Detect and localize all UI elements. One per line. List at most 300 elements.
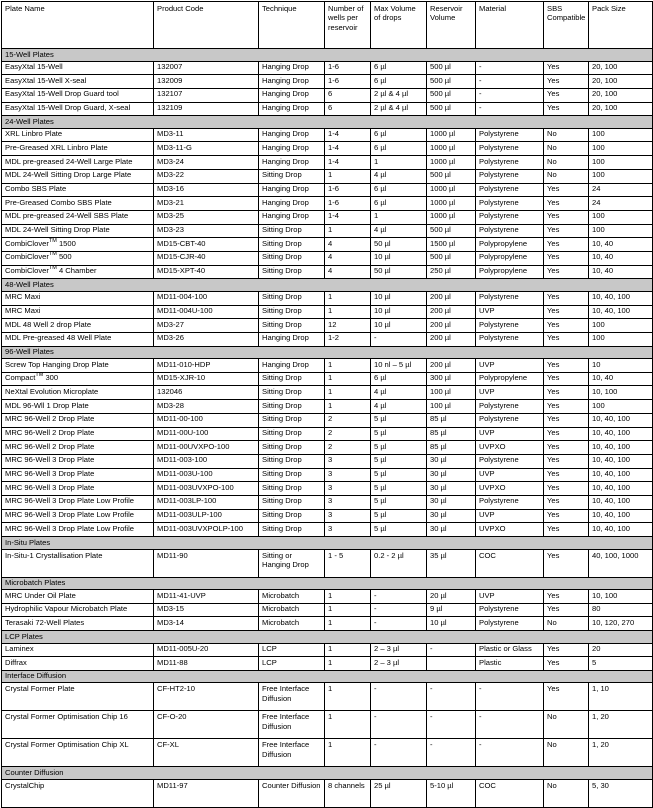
cell-pack-size: [589, 291, 653, 305]
cell-text: Microbatch: [262, 590, 300, 600]
cell-sbs: [544, 128, 589, 142]
cell-plate-name: [2, 359, 154, 373]
section-title: LCP Plates: [2, 631, 653, 644]
cell-text: Sitting Drop: [262, 523, 302, 533]
cell-text: 6 µl: [374, 142, 387, 152]
cell-text: CF-HT2-10: [157, 684, 195, 694]
cell-wells: [325, 183, 371, 197]
cell-pack-size: [589, 482, 653, 496]
cell-technique: [259, 291, 325, 305]
cell-text: In-Situ-1 Crystallisation Plate: [5, 550, 103, 560]
cell-product-code: [154, 441, 259, 455]
cell-max-volume: [371, 238, 427, 252]
cell-text: 1: [328, 225, 333, 235]
cell-max-volume: [371, 102, 427, 116]
cell-technique: [259, 441, 325, 455]
cell-text: 10 µl: [374, 252, 391, 262]
cell-text: 2 – 3 µl: [374, 644, 400, 654]
table-row: [2, 332, 653, 346]
section-row: [2, 577, 653, 590]
cell-wells: [325, 156, 371, 170]
cell-wells: [325, 400, 371, 414]
cell-text: Screw Top Hanging Drop Plate: [5, 359, 109, 369]
cell-product-code: [154, 427, 259, 441]
cell-text: Yes: [547, 306, 560, 315]
cell-pack-size: [589, 183, 653, 197]
cell-plate-name: [2, 169, 154, 183]
cell-plate-name: [2, 305, 154, 319]
section-title: 96-Well Plates: [2, 346, 653, 359]
cell-technique: [259, 711, 325, 739]
cell-text: Yes: [547, 359, 560, 369]
cell-material: [476, 711, 544, 739]
cell-product-code: [154, 265, 259, 279]
cell-plate-name: [2, 617, 154, 631]
table-row: [2, 128, 653, 142]
cell-text: 100 µl: [430, 400, 451, 410]
cell-text: Yes: [547, 62, 560, 71]
cell-pack-size: [589, 779, 653, 807]
cell-text: Sitting Drop: [262, 510, 302, 520]
cell-material: [476, 88, 544, 102]
cell-max-volume: [371, 739, 427, 767]
cell-material: [476, 305, 544, 319]
cell-sbs: [544, 495, 589, 509]
section-row: [2, 670, 653, 683]
cell-plate-name: [2, 332, 154, 346]
cell-text: UVP: [479, 469, 495, 479]
cell-wells: [325, 169, 371, 183]
cell-technique: [259, 305, 325, 319]
cell-plate-name: [2, 75, 154, 89]
cell-text: 10, 40, 100: [592, 469, 631, 479]
cell-material: [476, 427, 544, 441]
cell-text: 5 µl: [374, 523, 387, 533]
cell-text: 200 µl: [430, 319, 451, 329]
cell-text: Yes: [547, 292, 560, 302]
cell-text: 1000 µl: [430, 142, 456, 152]
cell-max-volume: [371, 332, 427, 346]
cell-technique: [259, 643, 325, 657]
cell-text: Sitting Drop: [262, 373, 302, 383]
cell-plate-name: [2, 468, 154, 482]
cell-text: 6 µl: [374, 197, 387, 207]
table-row: [2, 224, 653, 238]
cell-text: 250 µl: [430, 266, 451, 276]
cell-wells: [325, 441, 371, 455]
cell-technique: [259, 332, 325, 346]
cell-text: 1-4: [328, 211, 339, 221]
cell-reservoir-volume: [427, 590, 476, 604]
cell-text: 10, 40, 100: [592, 510, 631, 520]
cell-text: 30 µl: [430, 496, 447, 506]
cell-pack-size: [589, 468, 653, 482]
cell-text: Polystyrene: [479, 156, 519, 166]
cell-reservoir-volume: [427, 413, 476, 427]
cell-text: 1-4: [328, 142, 339, 152]
cell-text: MD11-00UVXPO-100: [157, 441, 230, 451]
cell-plate-name: [2, 265, 154, 279]
cell-text: Hydrophilic Vapour Microbatch Plate: [5, 604, 128, 614]
cell-sbs: [544, 657, 589, 671]
cell-text: Polystyrene: [479, 455, 519, 465]
cell-wells: [325, 603, 371, 617]
cell-text: Yes: [547, 469, 560, 479]
table-row: [2, 156, 653, 170]
cell-reservoir-volume: [427, 454, 476, 468]
cell-sbs: [544, 468, 589, 482]
trademark-mark: TM: [48, 237, 57, 244]
cell-text: -: [374, 333, 377, 343]
cell-text: MD11-004-100: [157, 292, 208, 302]
cell-text: Pre-Greased Combo SBS Plate: [5, 197, 112, 207]
cell-text: MRC 96-Well 3 Drop Plate: [5, 469, 95, 479]
cell-text: 1500 µl: [430, 238, 456, 248]
header-technique: Technique: [259, 2, 325, 49]
cell-material: [476, 509, 544, 523]
cell-text: EasyXtal 15-Well Drop Guard, X-seal: [5, 103, 131, 113]
cell-technique: [259, 427, 325, 441]
cell-text: 10, 40, 100: [592, 523, 631, 533]
cell-text: 1: [328, 712, 333, 722]
cell-wells: [325, 523, 371, 537]
cell-pack-size: [589, 332, 653, 346]
cell-material: [476, 169, 544, 183]
cell-text: 20, 100: [592, 103, 618, 113]
cell-text: Yes: [547, 225, 560, 235]
cell-text: CF-O-20: [157, 712, 187, 722]
cell-pack-size: [589, 427, 653, 441]
cell-plate-name: [2, 210, 154, 224]
cell-technique: [259, 210, 325, 224]
cell-material: [476, 454, 544, 468]
cell-text: MD15-XPT-40: [157, 266, 206, 276]
cell-material: [476, 603, 544, 617]
cell-text: 2 µl & 4 µl: [374, 89, 409, 99]
cell-material: [476, 142, 544, 156]
cell-reservoir-volume: [427, 441, 476, 455]
cell-text: Yes: [547, 266, 560, 276]
cell-product-code: [154, 603, 259, 617]
cell-text: 100: [592, 225, 605, 235]
cell-text: Polystyrene: [479, 225, 519, 235]
cell-text: Yes: [547, 400, 560, 410]
cell-text: -: [479, 712, 482, 722]
cell-plate-name: [2, 88, 154, 102]
cell-text: MDL 96-Wll 1 Drop Plate: [5, 400, 89, 410]
cell-plate-name: [2, 441, 154, 455]
cell-text: 5 µl: [374, 455, 387, 465]
cell-reservoir-volume: [427, 468, 476, 482]
cell-product-code: [154, 128, 259, 142]
cell-text: UVPXO: [479, 441, 506, 451]
cell-text: Polystyrene: [479, 333, 519, 343]
table-row: [2, 210, 653, 224]
cell-text: Yes: [547, 604, 560, 614]
cell-text: 100: [592, 333, 605, 343]
cell-sbs: [544, 523, 589, 537]
cell-reservoir-volume: [427, 128, 476, 142]
cell-product-code: [154, 75, 259, 89]
cell-text: MD11-003UVXPO-100: [157, 482, 234, 492]
cell-pack-size: [589, 75, 653, 89]
cell-text: -: [479, 740, 482, 750]
cell-max-volume: [371, 265, 427, 279]
cell-text: No: [547, 712, 557, 722]
cell-technique: [259, 251, 325, 265]
cell-text: 1-6: [328, 75, 339, 85]
cell-reservoir-volume: [427, 643, 476, 657]
cell-text: MD15-CBT-40: [157, 238, 206, 248]
cell-sbs: [544, 291, 589, 305]
cell-text: MD3-15: [157, 604, 185, 614]
cell-product-code: [154, 305, 259, 319]
cell-material: [476, 197, 544, 211]
cell-wells: [325, 454, 371, 468]
cell-text: 10, 40, 100: [592, 428, 631, 437]
cell-max-volume: [371, 779, 427, 807]
cell-product-code: [154, 683, 259, 711]
cell-text: MD3-27: [157, 319, 185, 329]
cell-text: -: [479, 103, 482, 113]
cell-text: UVP: [479, 590, 495, 600]
cell-text: Yes: [547, 103, 560, 113]
cell-text: MRC Maxi: [5, 306, 41, 315]
cell-text: -: [374, 712, 377, 722]
cell-product-code: [154, 359, 259, 373]
cell-sbs: [544, 102, 589, 116]
cell-technique: [259, 265, 325, 279]
section-title: 48-Well Plates: [2, 279, 653, 292]
cell-wells: [325, 386, 371, 400]
cell-sbs: [544, 509, 589, 523]
cell-text: 1: [374, 156, 379, 166]
cell-text: COC: [479, 780, 496, 790]
cell-sbs: [544, 142, 589, 156]
cell-text-rest: 1500: [56, 238, 76, 248]
cell-reservoir-volume: [427, 711, 476, 739]
cell-plate-name: [2, 128, 154, 142]
cell-text: Sitting Drop: [262, 496, 302, 506]
cell-text: 100: [592, 129, 605, 139]
cell-product-code: [154, 183, 259, 197]
cell-reservoir-volume: [427, 657, 476, 671]
cell-text: Yes: [547, 319, 560, 329]
cell-text: UVP: [479, 359, 495, 369]
cell-text: Laminex: [5, 644, 34, 654]
cell-text: 1 - 5: [328, 550, 344, 560]
table-row: [2, 617, 653, 631]
cell-text: Pre-Greased XRL Linbro Plate: [5, 142, 108, 152]
cell-text: -: [479, 62, 482, 71]
cell-text: MDL Pre-greased 48 Well Plate: [5, 333, 112, 343]
cell-text: No: [547, 142, 557, 152]
cell-text: 3: [328, 482, 333, 492]
section-row: [2, 537, 653, 550]
cell-text: 9 µl: [430, 604, 443, 614]
cell-material: [476, 643, 544, 657]
cell-text: MDL pre-greased 24-Well SBS Plate: [5, 211, 129, 221]
cell-text: Sitting Drop: [262, 400, 302, 410]
cell-text: 35 µl: [430, 550, 447, 560]
cell-text: 3: [328, 469, 333, 479]
cell-text: Yes: [547, 333, 560, 343]
table-row: [2, 549, 653, 577]
cell-text: Crystal Former Optimisation Chip 16: [5, 712, 128, 722]
cell-plate-name: [2, 251, 154, 265]
cell-text: 100: [592, 142, 605, 152]
section-title: 24-Well Plates: [2, 116, 653, 129]
cell-text: 200 µl: [430, 359, 451, 369]
cell-text: MRC Under Oil Plate: [5, 590, 76, 600]
cell-max-volume: [371, 169, 427, 183]
cell-text: Hanging Drop: [262, 89, 309, 99]
cell-text: Sitting or Hanging Drop: [262, 550, 309, 569]
cell-text: MD11-003LP-100: [157, 496, 217, 506]
table-row: [2, 643, 653, 657]
cell-technique: [259, 156, 325, 170]
cell-sbs: [544, 224, 589, 238]
cell-text: 1-2: [328, 333, 339, 343]
cell-material: [476, 183, 544, 197]
cell-text: MD11-88: [157, 657, 188, 667]
cell-max-volume: [371, 549, 427, 577]
cell-text: 4: [328, 252, 333, 262]
cell-wells: [325, 359, 371, 373]
cell-max-volume: [371, 210, 427, 224]
cell-max-volume: [371, 400, 427, 414]
cell-text: 50 µl: [374, 238, 391, 248]
cell-pack-size: [589, 169, 653, 183]
cell-text: Polystyrene: [479, 142, 519, 152]
cell-pack-size: [589, 224, 653, 238]
cell-text: -: [430, 740, 433, 750]
cell-text: 10 nl – 5 µl: [374, 359, 412, 369]
cell-text: Microbatch: [262, 604, 300, 614]
table-row: [2, 657, 653, 671]
cell-text: MD3-23: [157, 225, 185, 235]
cell-wells: [325, 128, 371, 142]
table-row: [2, 509, 653, 523]
cell-pack-size: [589, 102, 653, 116]
cell-text: 25 µl: [374, 780, 391, 790]
cell-material: [476, 102, 544, 116]
cell-pack-size: [589, 441, 653, 455]
cell-technique: [259, 509, 325, 523]
cell-text: Polystyrene: [479, 170, 519, 180]
cell-text: 500 µl: [430, 225, 451, 235]
cell-plate-name: [2, 400, 154, 414]
cell-text: Polystyrene: [479, 292, 519, 302]
cell-pack-size: [589, 372, 653, 386]
cell-text: 10, 40: [592, 373, 614, 383]
cell-pack-size: [589, 523, 653, 537]
cell-text: -: [374, 617, 377, 627]
cell-text: 500 µl: [430, 75, 451, 85]
cell-product-code: [154, 319, 259, 333]
section-title: Counter Diffusion: [2, 767, 653, 780]
cell-text: CombiClover: [5, 266, 49, 276]
cell-text: 10, 40, 100: [592, 306, 631, 315]
cell-text: 20 µl: [430, 590, 447, 600]
cell-technique: [259, 224, 325, 238]
cell-wells: [325, 332, 371, 346]
cell-material: [476, 210, 544, 224]
cell-text: Polystyrene: [479, 197, 519, 207]
cell-sbs: [544, 319, 589, 333]
cell-text: 5-10 µl: [430, 780, 454, 790]
cell-max-volume: [371, 441, 427, 455]
cell-product-code: [154, 657, 259, 671]
cell-product-code: [154, 197, 259, 211]
cell-text: EasyXtal 15-Well: [5, 62, 63, 71]
table-row: [2, 603, 653, 617]
cell-text: Yes: [547, 373, 560, 383]
cell-text: 10, 40, 100: [592, 292, 631, 302]
cell-text: LCP: [262, 644, 277, 654]
cell-technique: [259, 603, 325, 617]
cell-wells: [325, 88, 371, 102]
cell-text: 5 µl: [374, 414, 387, 424]
cell-text: -: [430, 684, 433, 694]
cell-reservoir-volume: [427, 305, 476, 319]
cell-material: [476, 156, 544, 170]
cell-wells: [325, 683, 371, 711]
cell-text: 2: [328, 441, 333, 451]
cell-text: Sitting Drop: [262, 386, 302, 396]
cell-text: 6 µl: [374, 62, 387, 71]
cell-material: [476, 590, 544, 604]
cell-text: Sitting Drop: [262, 266, 302, 276]
cell-technique: [259, 372, 325, 386]
cell-max-volume: [371, 142, 427, 156]
cell-reservoir-volume: [427, 88, 476, 102]
cell-text: EasyXtal 15-Well X-seal: [5, 75, 87, 85]
cell-text: 20, 100: [592, 75, 618, 85]
cell-text: -: [374, 590, 377, 600]
cell-text: Yes: [547, 523, 560, 533]
cell-product-code: [154, 169, 259, 183]
cell-sbs: [544, 603, 589, 617]
cell-material: [476, 739, 544, 767]
cell-technique: [259, 142, 325, 156]
cell-text: 132007: [157, 62, 183, 71]
table-row: [2, 169, 653, 183]
cell-wells: [325, 549, 371, 577]
cell-text: Plastic: [479, 657, 502, 667]
cell-text: 132046: [157, 386, 183, 396]
cell-text: Polypropylene: [479, 252, 528, 262]
cell-text: 1: [328, 740, 333, 750]
cell-text: 200 µl: [430, 306, 451, 315]
cell-text: Counter Diffusion: [262, 780, 321, 790]
cell-material: [476, 495, 544, 509]
table-row: [2, 779, 653, 807]
cell-plate-name: [2, 657, 154, 671]
cell-text: 1: [328, 604, 333, 614]
cell-pack-size: [589, 386, 653, 400]
cell-text: No: [547, 780, 557, 790]
cell-text: 6 µl: [374, 373, 387, 383]
cell-wells: [325, 495, 371, 509]
cell-text: MD3-11-G: [157, 142, 192, 152]
table-row: [2, 265, 653, 279]
cell-text: MRC Maxi: [5, 292, 41, 302]
cell-max-volume: [371, 291, 427, 305]
cell-material: [476, 265, 544, 279]
cell-text: 1: [328, 400, 333, 410]
cell-sbs: [544, 251, 589, 265]
